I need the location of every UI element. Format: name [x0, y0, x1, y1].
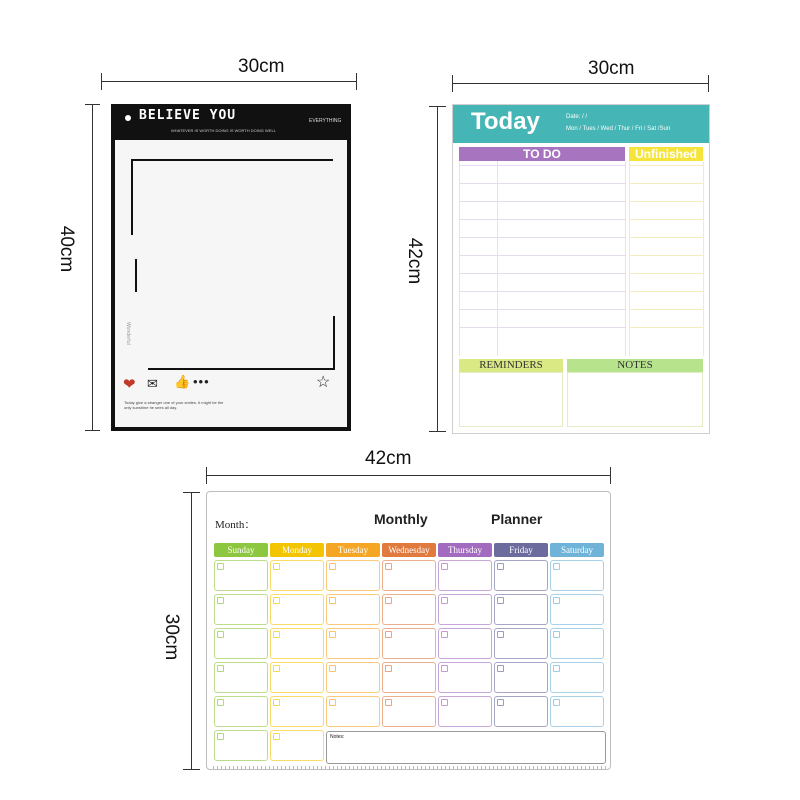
board1-height-line [92, 104, 93, 430]
calendar-day-cell[interactable] [326, 594, 380, 625]
board1-width-tick-left [101, 73, 102, 90]
grid-column-line [497, 161, 498, 356]
more-dots-icon: ••• [193, 374, 210, 389]
date-box [441, 631, 448, 638]
calendar-day-cell[interactable] [214, 730, 268, 761]
unfinished-row-line [629, 255, 703, 256]
board2-height-tick-bottom [429, 431, 446, 432]
calendar-day-cell[interactable] [214, 662, 268, 693]
board1-header [111, 104, 351, 140]
date-box [273, 733, 280, 740]
date-box [385, 699, 392, 706]
calendar-day-cell[interactable] [494, 696, 548, 727]
calendar-day-cell[interactable] [438, 594, 492, 625]
date-box [441, 665, 448, 672]
reminders-header: REMINDERS [459, 359, 563, 372]
date-box [385, 563, 392, 570]
calendar-day-cell[interactable] [494, 594, 548, 625]
calendar-day-cell[interactable] [214, 560, 268, 591]
todo-row-line [459, 165, 625, 166]
calendar-day-cell[interactable] [438, 696, 492, 727]
board3-width-tick-right [610, 467, 611, 484]
board1-width-tick-right [356, 73, 357, 90]
date-box [441, 699, 448, 706]
today-planner-board [452, 104, 710, 434]
todo-row-line [459, 255, 625, 256]
board1-subtitle: WHATEVER IS WORTH DOING IS WORTH DOING WELL [171, 128, 276, 133]
calendar-day-cell[interactable] [214, 628, 268, 659]
grid-column-line [459, 161, 460, 356]
frame-corner-left-short [135, 259, 137, 292]
calendar-day-cell[interactable] [214, 594, 268, 625]
calendar-day-cell[interactable] [494, 628, 548, 659]
weekday-header-friday: Friday [494, 543, 548, 557]
board1-title: BELIEVE YOU [139, 108, 237, 123]
date-box [497, 563, 504, 570]
todo-row-line [459, 309, 625, 310]
calendar-day-cell[interactable] [270, 730, 324, 761]
weekday-header-thursday: Thursday [438, 543, 492, 557]
grid-column-line [625, 161, 626, 356]
frame-corner-top [131, 159, 333, 161]
calendar-day-cell[interactable] [494, 662, 548, 693]
board2-width-tick-right [708, 75, 709, 92]
envelope-icon: ✉ [147, 376, 158, 391]
unfinished-row-line [629, 165, 703, 166]
date-box [497, 631, 504, 638]
unfinished-header: Unfinished [629, 147, 703, 161]
board1-width-label: 30cm [238, 56, 285, 77]
date-box [217, 631, 224, 638]
notes-box [567, 372, 703, 427]
date-box [273, 631, 280, 638]
date-box [441, 597, 448, 604]
date-box [273, 563, 280, 570]
board1-height-tick-top [85, 104, 100, 105]
board3-height-label: 30cm [161, 613, 183, 661]
date-box [553, 665, 560, 672]
weekday-label: Mon / Tues / Wed / Thur / Fri / Sat /Sun [566, 126, 671, 132]
unfinished-row-line [629, 237, 703, 238]
calendar-day-cell[interactable] [270, 662, 324, 693]
calendar-day-cell[interactable] [326, 628, 380, 659]
date-box [385, 665, 392, 672]
unfinished-row-line [629, 183, 703, 184]
board1-footer-text: Today give a stranger one of your smiles. It might be the only sunshine he sees all day. [124, 400, 224, 410]
todo-row-line [459, 183, 625, 184]
date-box [329, 665, 336, 672]
heart-icon: ❤ [123, 376, 136, 393]
calendar-day-cell[interactable] [214, 696, 268, 727]
month-label: Month： [215, 519, 256, 531]
calendar-day-cell[interactable] [326, 662, 380, 693]
unfinished-row-line [629, 219, 703, 220]
board2-width-line [452, 83, 709, 84]
weekday-header-tuesday: Tuesday [326, 543, 380, 557]
notes-header: NOTES [567, 359, 703, 372]
today-title: Today [471, 108, 540, 135]
calendar-day-cell[interactable] [550, 696, 604, 727]
todo-row-line [459, 201, 625, 202]
board1-width-line [101, 81, 357, 82]
board3-height-line [191, 492, 192, 770]
todo-header: TO DO [459, 147, 625, 161]
board1-side-text: Wonderful [125, 322, 131, 345]
calendar-day-cell[interactable] [550, 560, 604, 591]
unfinished-row-line [629, 273, 703, 274]
monthly-notes-box [326, 731, 606, 764]
date-box [273, 597, 280, 604]
date-box [441, 563, 448, 570]
todo-row-line [459, 327, 625, 328]
calendar-day-cell[interactable] [550, 662, 604, 693]
date-box [385, 597, 392, 604]
calendar-day-cell[interactable] [438, 628, 492, 659]
board2-height-label: 42cm [404, 237, 426, 285]
weekday-header-sunday: Sunday [214, 543, 268, 557]
date-box [329, 597, 336, 604]
monthly-title: Monthly [374, 511, 428, 527]
weekday-header-saturday: Saturday [550, 543, 604, 557]
date-box [273, 665, 280, 672]
date-box [217, 665, 224, 672]
calendar-day-cell[interactable] [326, 560, 380, 591]
calendar-day-cell[interactable] [382, 662, 436, 693]
weekday-header-monday: Monday [270, 543, 324, 557]
board3-width-tick-left [206, 467, 207, 484]
calendar-day-cell[interactable] [382, 594, 436, 625]
board2-width-label: 30cm [588, 58, 635, 79]
date-box [217, 699, 224, 706]
date-box [553, 631, 560, 638]
board1-tag: EVERYTHING [309, 118, 342, 124]
believe-you-board [111, 104, 351, 431]
grid-column-line [629, 161, 630, 356]
calendar-day-cell[interactable] [550, 628, 604, 659]
board3-width-label: 42cm [365, 448, 412, 469]
calendar-day-cell[interactable] [270, 560, 324, 591]
calendar-day-cell[interactable] [550, 594, 604, 625]
calendar-day-cell[interactable] [270, 696, 324, 727]
board2-height-line [437, 106, 438, 432]
unfinished-row-line [629, 201, 703, 202]
board2-height-tick-top [429, 106, 446, 107]
date-box [497, 597, 504, 604]
board2-width-tick-left [452, 75, 453, 92]
date-label: Date: / / [566, 114, 588, 120]
today-header [453, 105, 709, 143]
date-box [329, 699, 336, 706]
calendar-day-cell[interactable] [438, 662, 492, 693]
calendar-day-cell[interactable] [438, 560, 492, 591]
bullet-icon [125, 115, 131, 121]
date-box [553, 597, 560, 604]
unfinished-row-line [629, 291, 703, 292]
date-box [385, 631, 392, 638]
frame-corner-right [333, 316, 335, 370]
monthly-planner-board [206, 491, 611, 770]
todo-row-line [459, 237, 625, 238]
calendar-day-cell[interactable] [382, 560, 436, 591]
date-box [497, 699, 504, 706]
unfinished-row-line [629, 327, 703, 328]
grid-column-line [703, 161, 704, 356]
monthly-notes-label: Notes: [330, 734, 345, 740]
date-box [217, 597, 224, 604]
date-box [329, 631, 336, 638]
weekday-header-wednesday: Wednesday [382, 543, 436, 557]
date-box [553, 699, 560, 706]
calendar-day-cell[interactable] [270, 594, 324, 625]
bottom-ruler [213, 766, 606, 769]
board3-width-line [206, 475, 611, 476]
board1-height-tick-bottom [85, 430, 100, 431]
date-box [329, 563, 336, 570]
unfinished-row-line [629, 309, 703, 310]
frame-corner-bottom [148, 368, 334, 370]
todo-row-line [459, 219, 625, 220]
board3-height-tick-bottom [183, 769, 200, 770]
calendar-day-cell[interactable] [382, 628, 436, 659]
todo-row-line [459, 291, 625, 292]
date-box [217, 563, 224, 570]
reminders-box [459, 372, 563, 427]
calendar-day-cell[interactable] [382, 696, 436, 727]
planner-title: Planner [491, 511, 543, 527]
date-box [273, 699, 280, 706]
calendar-day-cell[interactable] [326, 696, 380, 727]
calendar-day-cell[interactable] [270, 628, 324, 659]
board1-height-label: 40cm [56, 225, 78, 273]
todo-row-line [459, 273, 625, 274]
calendar-day-cell[interactable] [494, 560, 548, 591]
board3-height-tick-top [183, 492, 200, 493]
star-icon: ☆ [316, 374, 331, 391]
date-box [217, 733, 224, 740]
date-box [553, 563, 560, 570]
date-box [497, 665, 504, 672]
frame-corner-left [131, 159, 133, 235]
thumbs-up-icon: 👍 [174, 374, 191, 389]
